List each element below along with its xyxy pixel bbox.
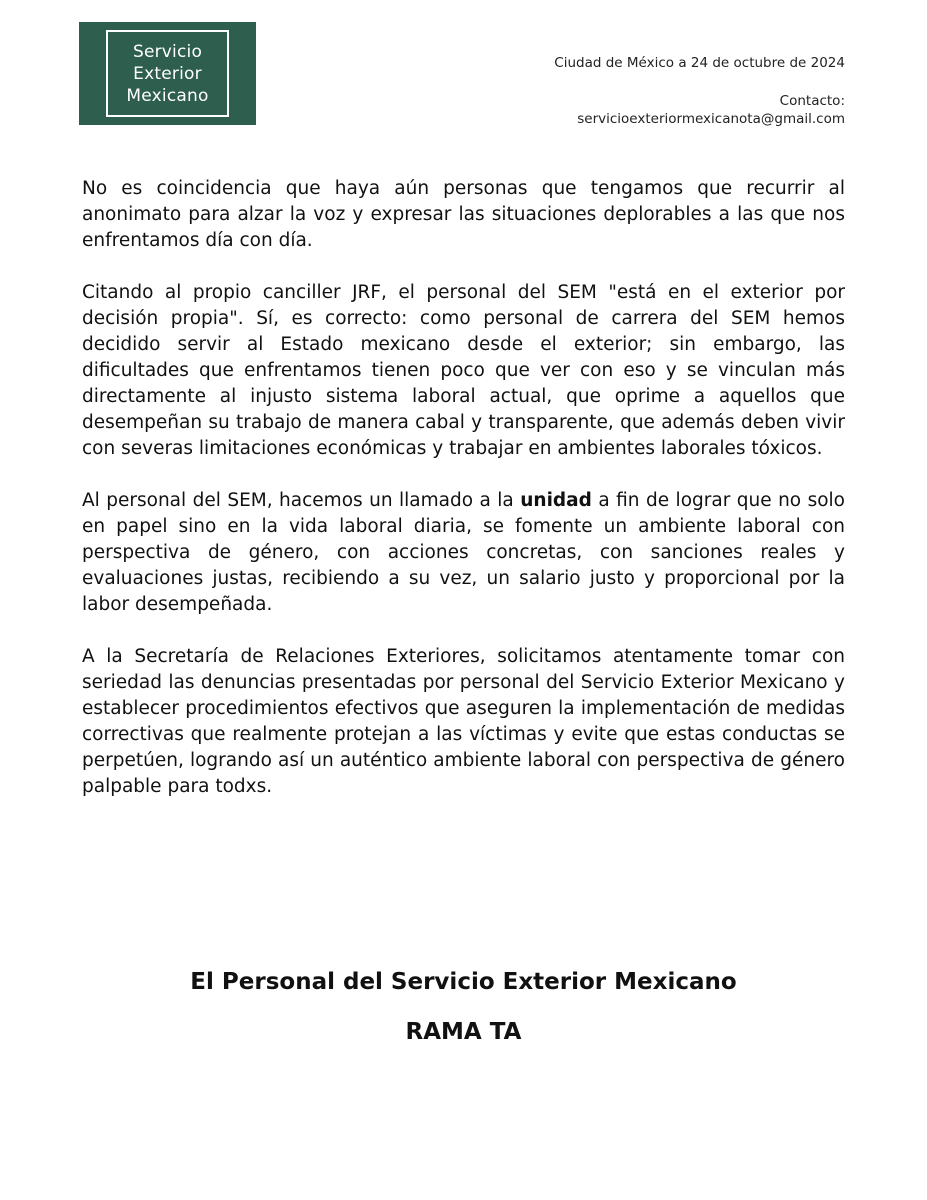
logo bbox=[79, 22, 256, 125]
paragraph-2: Citando al propio canciller JRF, el personal del SEM "está en el exterior por decisión propia". Sí, es correcto: como personal de carrera del SEM hemos decidido servir al Estado mexicano desde el exterior; sin embargo, las dificultades que enfrentamos tienen poco que ver con eso y se vinculan más directamente al injusto sistema laboral actual, que oprime a aquellos que desempeñan su trabajo de manera cabal y transparente, que además deben vivir con severas limitaciones económicas y trabajar en ambientes laborales tóxicos. bbox=[82, 282, 845, 459]
paragraph-3 bbox=[82, 488, 845, 618]
paragraph-4: A la Secretaría de Relaciones Exteriores, solicitamos atentamente tomar con seriedad las denuncias presentadas por personal del Servicio Exterior Mexicano y establecer procedimientos efectivos que aseguren la implementación de medidas correctivas que realmente protejan a las víctimas y evite que estas conductas se perpetúen, logrando así un auténtico ambiente laboral con perspectiva de género palpable para todxs. bbox=[82, 646, 845, 797]
paragraph-3-start: Al personal del SEM, hacemos un llamado a la bbox=[82, 490, 521, 511]
letter-date: Ciudad de México a 24 de octubre de 2024 bbox=[554, 55, 845, 71]
signature-block bbox=[0, 964, 927, 1050]
logo-line-3: Mexicano bbox=[126, 85, 209, 106]
letter-header bbox=[554, 54, 845, 128]
logo-line-1: Servicio bbox=[132, 41, 203, 62]
paragraph-3-emphasis: unidad bbox=[520, 490, 592, 511]
paragraph-3-end: a fin de lograr que no solo en papel sino en la vida laboral diaria, se fomente un ambiente laboral con perspectiva de género, con acciones concretas, con sanciones reales y evaluaciones justas, recibiendo a su vez, un salario justo y proporcional por la labor desempeñada. bbox=[82, 490, 845, 615]
logo-frame bbox=[106, 30, 229, 117]
contact-email: servicioexteriormexicanota@gmail.com bbox=[577, 111, 845, 127]
paragraph-1: No es coincidencia que haya aún personas que tengamos que recurrir al anonimato para alzar la voz y expresar las situaciones deplorables a las que nos enfrentamos día con día. bbox=[82, 178, 845, 251]
contact-label: Contacto: bbox=[779, 93, 845, 109]
signature-line-1: El Personal del Servicio Exterior Mexicano bbox=[190, 969, 737, 995]
signature-line-2: RAMA TA bbox=[405, 1019, 522, 1045]
letter-body bbox=[82, 176, 845, 826]
logo-line-2: Exterior bbox=[133, 63, 202, 84]
